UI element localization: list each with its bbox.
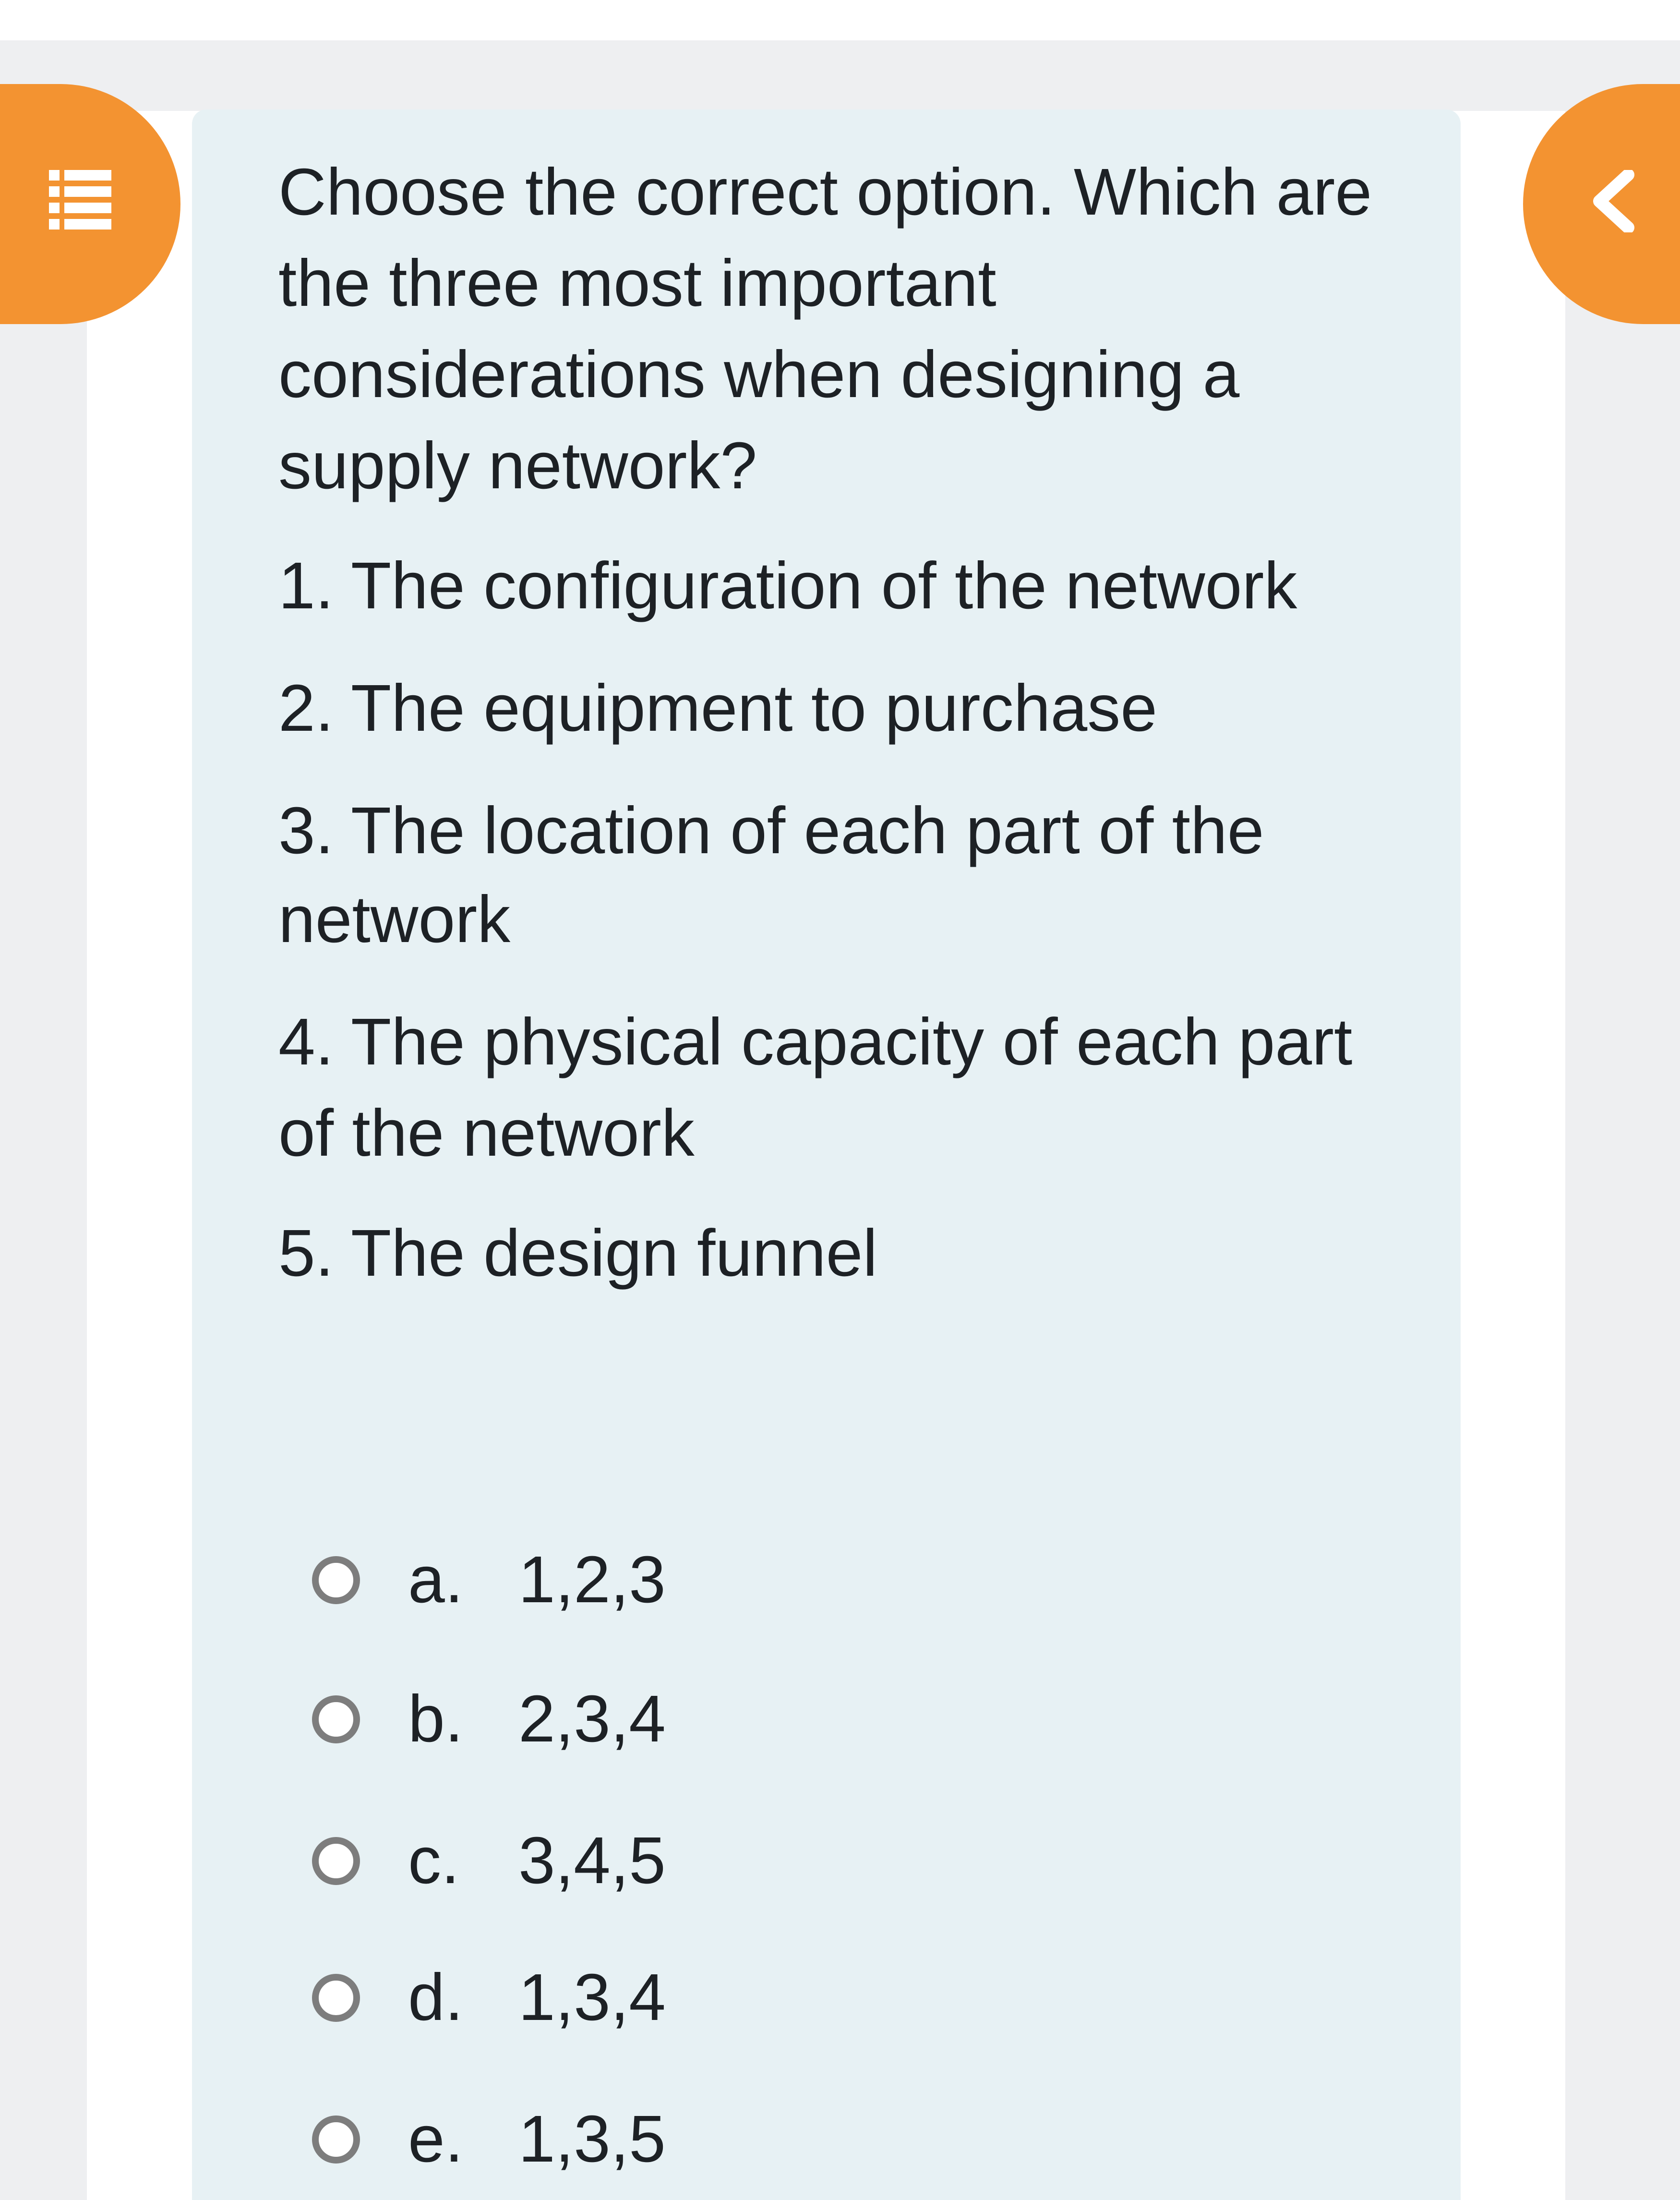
answer-option-a[interactable] — [312, 1536, 888, 1623]
option-letter: b. — [408, 1682, 464, 1756]
option-value: 2,3,4 — [518, 1682, 666, 1756]
top-band — [0, 40, 1680, 111]
option-letter: e. — [408, 2102, 464, 2176]
right-gutter — [1565, 111, 1680, 2200]
option-value: 3,4,5 — [518, 1824, 666, 1898]
statement-1: 1. The configuration of the network — [278, 549, 1297, 623]
radio-button[interactable] — [312, 1837, 360, 1885]
statement-3-continuation: network — [278, 882, 511, 956]
option-value: 1,2,3 — [518, 1543, 666, 1617]
list-icon[interactable] — [49, 170, 111, 230]
option-letter: c. — [408, 1824, 460, 1898]
answer-option-c[interactable] — [312, 1817, 888, 1904]
question-prompt-line: supply network? — [278, 429, 757, 503]
radio-button[interactable] — [312, 1556, 360, 1604]
statement-2: 2. The equipment to purchase — [278, 671, 1157, 745]
answer-option-d[interactable] — [312, 1954, 888, 2041]
left-gutter — [0, 111, 87, 2200]
radio-button[interactable] — [312, 2115, 360, 2164]
question-prompt-line: considerations when designing a — [278, 338, 1240, 411]
statement-4-continuation: of the network — [278, 1096, 695, 1170]
statement-3: 3. The location of each part of the — [278, 794, 1264, 868]
option-value: 1,3,4 — [518, 1960, 666, 2034]
chevron-left-icon[interactable] — [1589, 170, 1637, 232]
option-value: 1,3,5 — [518, 2102, 666, 2176]
radio-button[interactable] — [312, 1974, 360, 2022]
statement-5: 5. The design funnel — [278, 1216, 878, 1290]
option-letter: d. — [408, 1960, 464, 2034]
statement-4: 4. The physical capacity of each part — [278, 1005, 1353, 1079]
question-prompt-line: the three most important — [278, 246, 996, 320]
answer-option-b[interactable] — [312, 1676, 888, 1762]
question-prompt-line: Choose the correct option. Which are — [278, 155, 1372, 229]
radio-button[interactable] — [312, 1695, 360, 1743]
option-letter: a. — [408, 1543, 464, 1617]
answer-option-e[interactable] — [312, 2096, 888, 2182]
